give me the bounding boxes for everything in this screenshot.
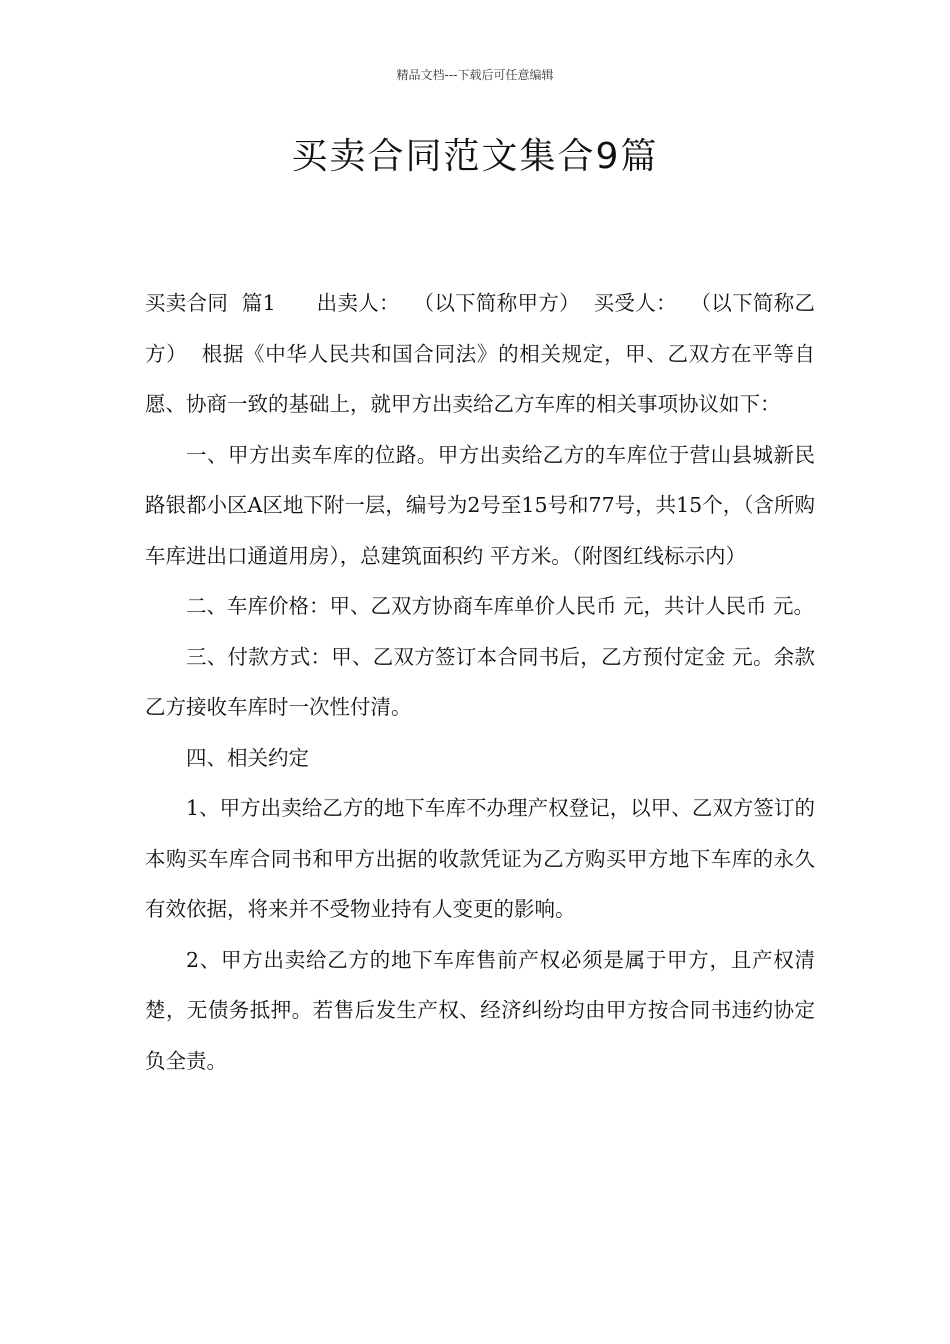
document-title: 买卖合同范文集合9篇 [291,136,659,177]
paragraph-clause-2: 二、车库价格：甲、乙双方协商车库单价人民币 元，共计人民币 元。 [186,594,815,618]
paragraph-clause-1: 一、甲方出卖车库的位路。甲方出卖给乙方的车库位于营山县城新民路银都小区A区地下附一层，编号为2号至15号和77号，共15个，（含所购车库进出口通道用房），总建筑面积约 平方米。（附图红线标示内） [145,442,815,568]
paragraph-clause-4-2: 2、甲方出卖给乙方的地下车库售前产权必须是属于甲方，且产权清楚，无债务抵押。若售后发生产权、经济纠纷均由甲方按合同书违约协定负全责。 [145,947,815,1073]
document-body [145,278,815,1086]
paragraph-intro: 买卖合同 篇1 出卖人： （以下简称甲方） 买受人： （以下简称乙方） 根据《中华人民共和国合同法》的相关规定，甲、乙双方在平等自愿、协商一致的基础上，就甲方出卖给乙方车库的相关事项协议如下： [145,291,815,416]
paragraph-clause-3: 三、付款方式：甲、乙双方签订本合同书后，乙方预付定金 元。余款乙方接收车库时一次性付清。 [145,644,815,719]
paragraph-clause-4-heading: 四、相关约定 [186,745,309,770]
paragraph-clause-4-1: 1、甲方出卖给乙方的地下车库不办理产权登记，以甲、乙双方签订的本购买车库合同书和甲方出据的收款凭证为乙方购买甲方地下车库的永久有效依据，将来并不受物业持有人变更的影响。 [145,796,815,921]
page-header-note: 精品文档---下载后可任意编辑 [396,68,554,82]
